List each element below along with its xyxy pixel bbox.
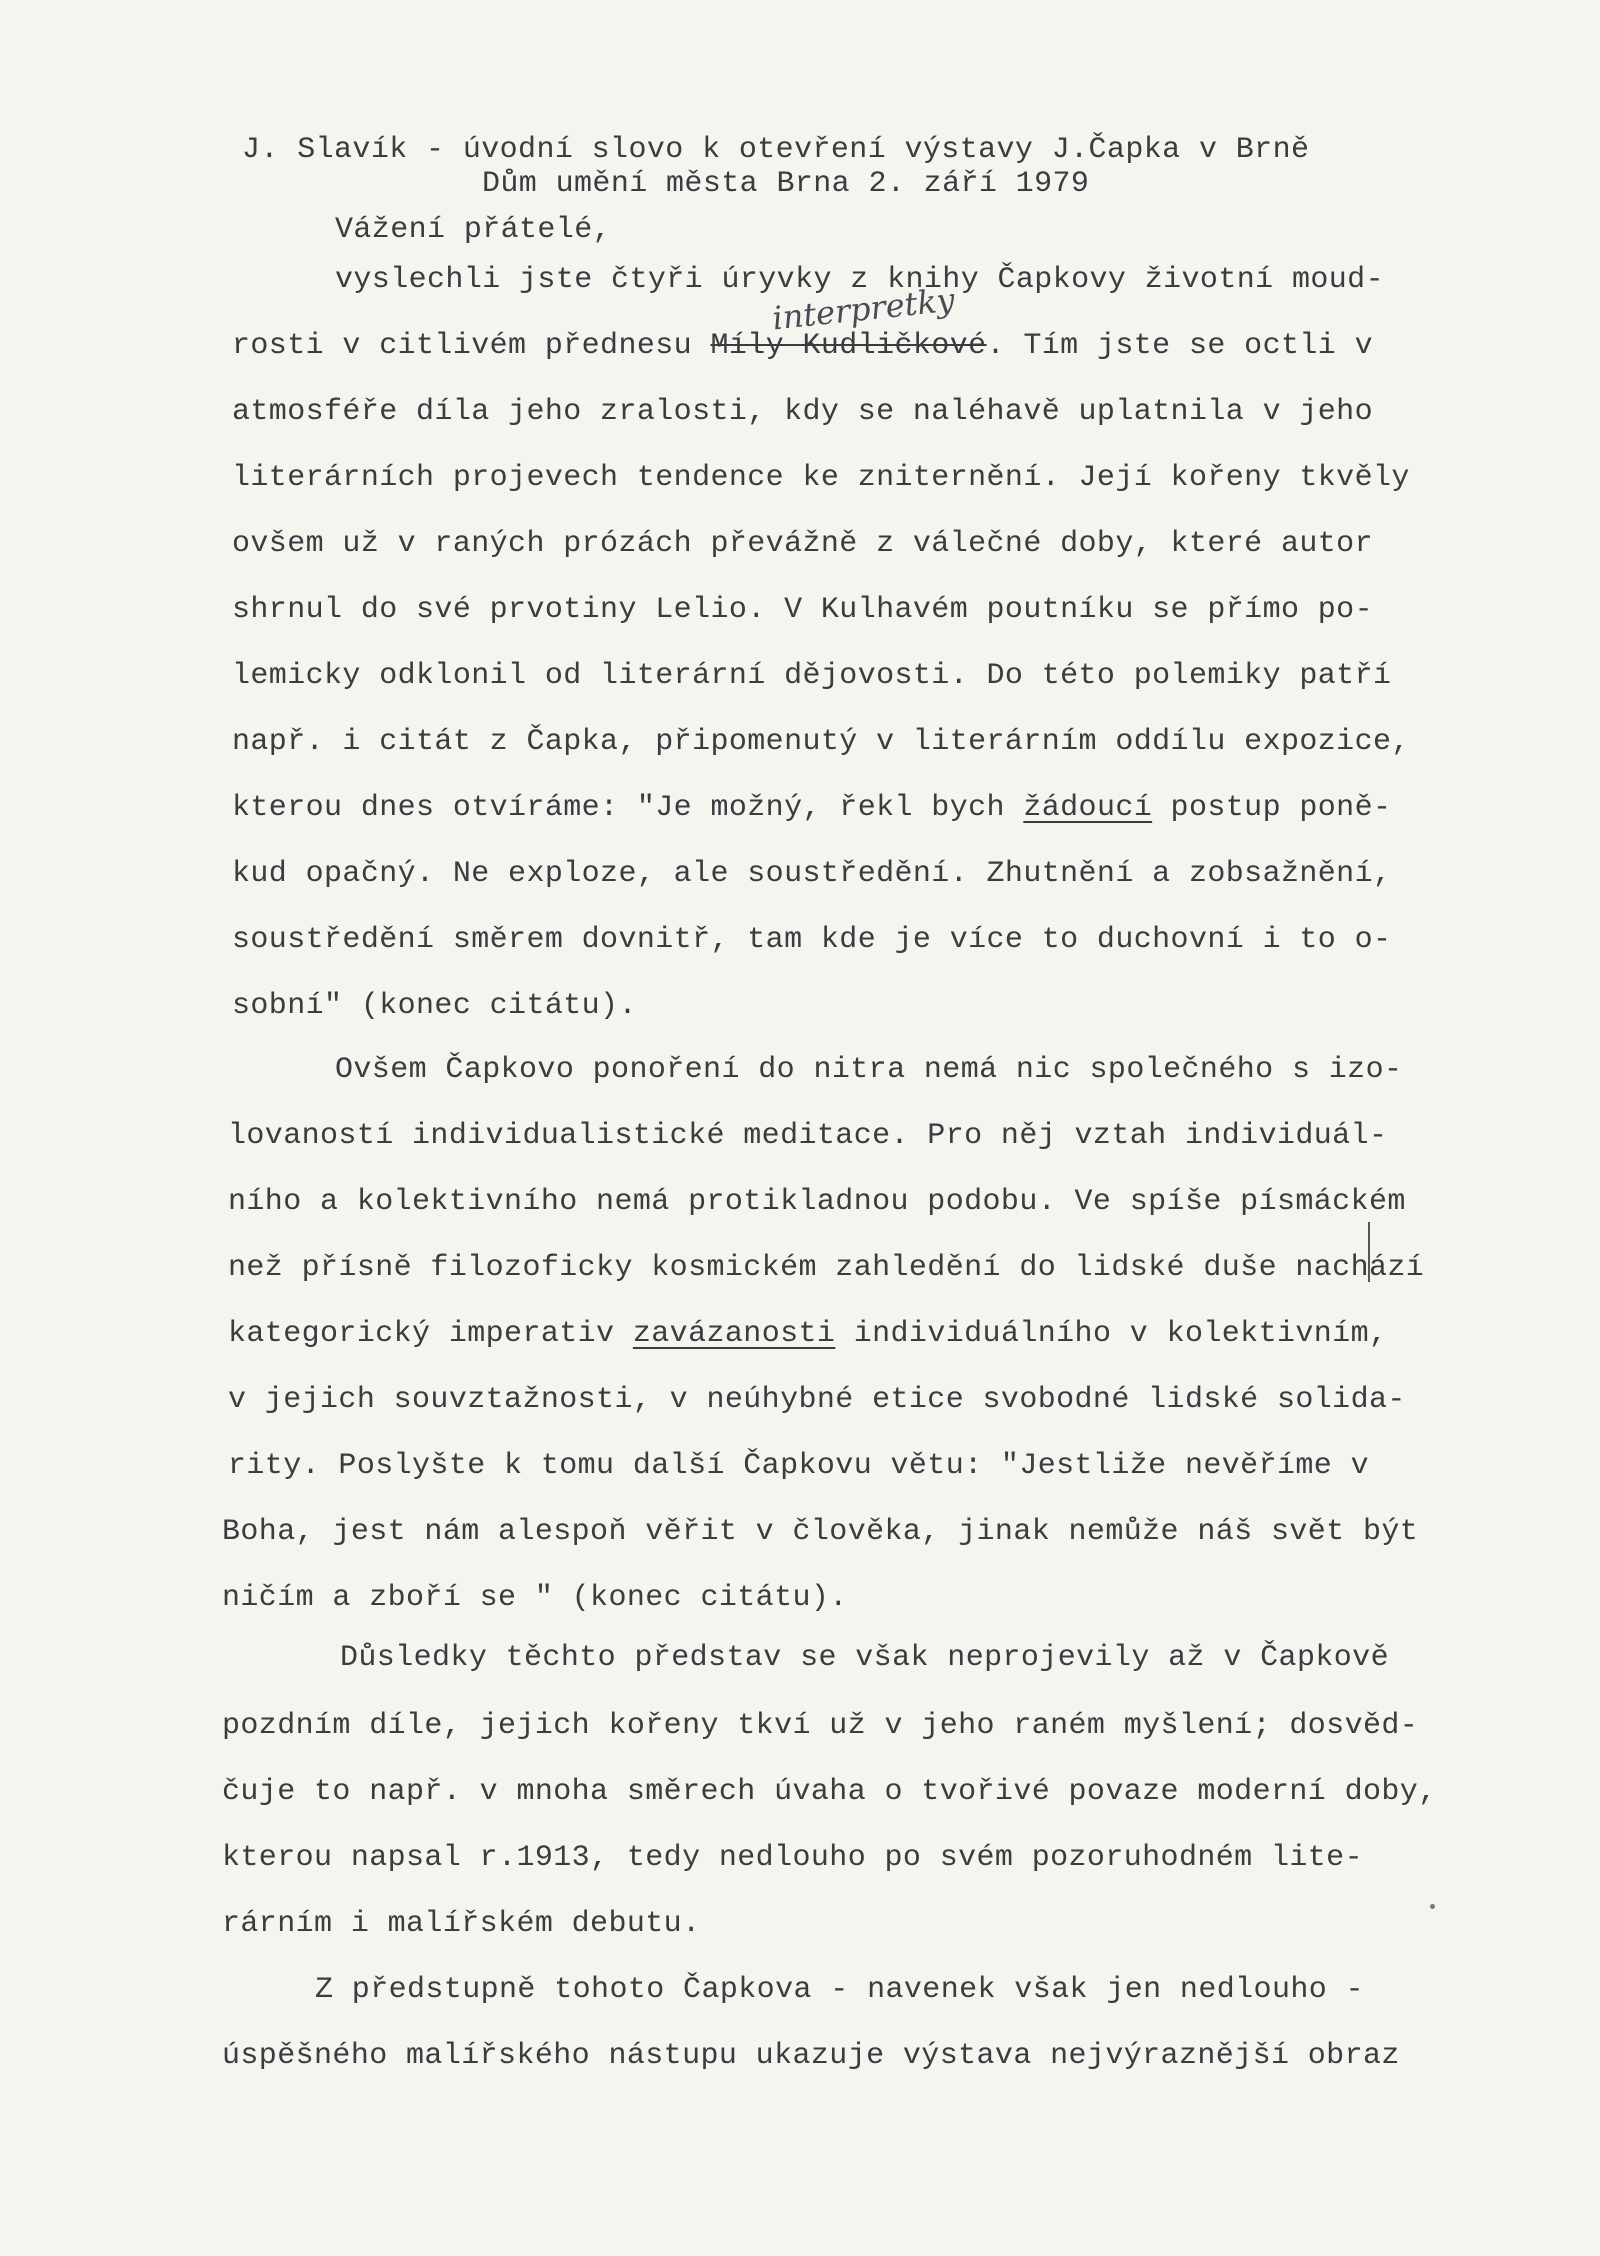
text-line: kterou dnes otvíráme: "Je možný, řekl bych žádoucí postup poně- [232, 791, 1392, 825]
salutation: Vážení přátelé, [335, 213, 612, 247]
struck-out-name: Míly Kudličkové [710, 329, 987, 363]
text-line: lovaností individualistické meditace. Pro něj vztah individuál- [228, 1119, 1388, 1153]
text-line: Ovšem Čapkovo ponoření do nitra nemá nic společného s izo- [335, 1053, 1403, 1087]
text-line: kategorický imperativ zavázanosti individuálního v kolektivním, [228, 1317, 1388, 1351]
text-line: např. i citát z Čapka, připomenutý v literárním oddílu expozice, [232, 725, 1410, 759]
text-line: úspěšného malířského nástupu ukazuje výstava nejvýraznější obraz [222, 2039, 1400, 2073]
text-line: v jejich souvztažnosti, v neúhybné etice svobodné lidské solida- [228, 1383, 1406, 1417]
text-line: rity. Poslyšte k tomu další Čapkovu větu: "Jestliže nevěříme v [228, 1449, 1369, 1483]
text-line: čuje to např. v mnoha směrech úvaha o tvořivé povaze moderní doby, [222, 1775, 1437, 1809]
underlined-word: zavázanosti [632, 1317, 836, 1351]
text-line: lemicky odklonil od literární dějovosti. Do této polemiky patří [232, 659, 1392, 693]
text-line: pozdním díle, jejich kořeny tkví už v jeho raném myšlení; dosvěd- [222, 1709, 1419, 1743]
header-title-line: J. Slavík - úvodní slovo k otevření výstavy J.Čapka v Brně [242, 133, 1310, 167]
text-line: rosti v citlivém přednesu Míly Kudličkové. Tím jste se octli v [232, 329, 1373, 363]
text-line: rárním i malířském debutu. [222, 1907, 701, 1941]
text-line: ničím a zboří se " (konec citátu). [222, 1581, 848, 1615]
text-line: Důsledky těchto představ se však neprojevily až v Čapkově [340, 1641, 1389, 1675]
text-line: než přísně filozoficky kosmickém zahledění do lidské duše nachází [228, 1251, 1425, 1285]
text-line: kud opačný. Ne exploze, ale soustředění. Zhutnění a zobsažnění, [232, 857, 1392, 891]
header-venue-date-line: Dům umění města Brna 2. září 1979 [482, 167, 1090, 201]
margin-stroke [1368, 1222, 1370, 1282]
text-line: Z předstupně tohoto Čapkova - navenek však jen nedlouho - [315, 1973, 1364, 2007]
handwritten-insertion: interpretky [770, 280, 957, 338]
text-line: vyslechli jste čtyři úryvky z knihy Čapkovy životní moud- [335, 263, 1384, 297]
text-line: ního a kolektivního nemá protikladnou podobu. Ve spíše písmáckém [228, 1185, 1406, 1219]
text-line: shrnul do své prvotiny Lelio. V Kulhavém poutníku se přímo po- [232, 593, 1373, 627]
ink-dot [1430, 1904, 1435, 1909]
text-line: kterou napsal r.1913, tedy nedlouho po svém pozoruhodném lite- [222, 1841, 1363, 1875]
text-line: soustředění směrem dovnitř, tam kde je více to duchovní i to o- [232, 923, 1392, 957]
text-line: Boha, jest nám alespoň věřit v člověka, jinak nemůže náš svět být [222, 1515, 1419, 1549]
text-line: atmosféře díla jeho zralosti, kdy se naléhavě uplatnila v jeho [232, 395, 1373, 429]
text-line: ovšem už v raných prózách převážně z válečné doby, které autor [232, 527, 1373, 561]
text-line: literárních projevech tendence ke zniternění. Její kořeny tkvěly [232, 461, 1410, 495]
underlined-word: žádoucí [1023, 791, 1153, 825]
text-line: sobní" (konec citátu). [232, 989, 637, 1023]
